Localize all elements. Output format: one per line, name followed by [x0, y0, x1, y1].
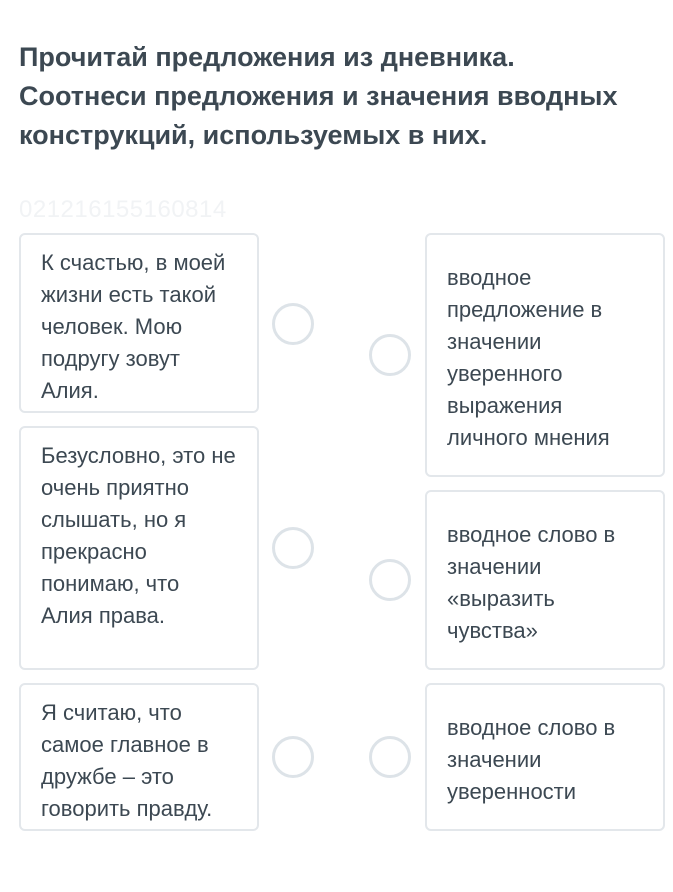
sentence-card-3[interactable] — [19, 683, 259, 831]
sentence-3-connector-radio[interactable] — [272, 736, 314, 778]
meaning-text: вводное слово в значении «выразить чувства» — [447, 522, 616, 643]
meaning-card-1[interactable] — [425, 233, 665, 477]
meaning-card-3[interactable] — [425, 683, 665, 831]
sentence-text: К счастью, в моей жизни есть такой человек. Мою подругу зовут Алия. — [41, 250, 226, 403]
sentence-card-2[interactable] — [19, 426, 259, 670]
question-title: Прочитай предложения из дневника. Соотнеси предложения и значения вводных конструкций, используемых в них. — [19, 42, 618, 150]
watermark: 021216155160814 — [19, 196, 227, 223]
meaning-text: вводное слово в значении уверенности — [447, 715, 616, 804]
meaning-3-connector-radio[interactable] — [369, 736, 411, 778]
meaning-2-connector-radio[interactable] — [369, 559, 411, 601]
meaning-text: вводное предложение в значении уверенного выражения личного мнения — [447, 265, 610, 450]
sentence-card-1[interactable] — [19, 233, 259, 413]
sentence-2-connector-radio[interactable] — [272, 527, 314, 569]
sentence-1-connector-radio[interactable] — [272, 303, 314, 345]
sentence-text: Я считаю, что самое главное в дружбе – это говорить правду. — [41, 700, 213, 821]
meaning-card-2[interactable] — [425, 490, 665, 670]
sentence-text: Безусловно, это не очень приятно слышать, но я прекрасно понимаю, что Алия права. — [41, 443, 236, 628]
meaning-1-connector-radio[interactable] — [369, 334, 411, 376]
